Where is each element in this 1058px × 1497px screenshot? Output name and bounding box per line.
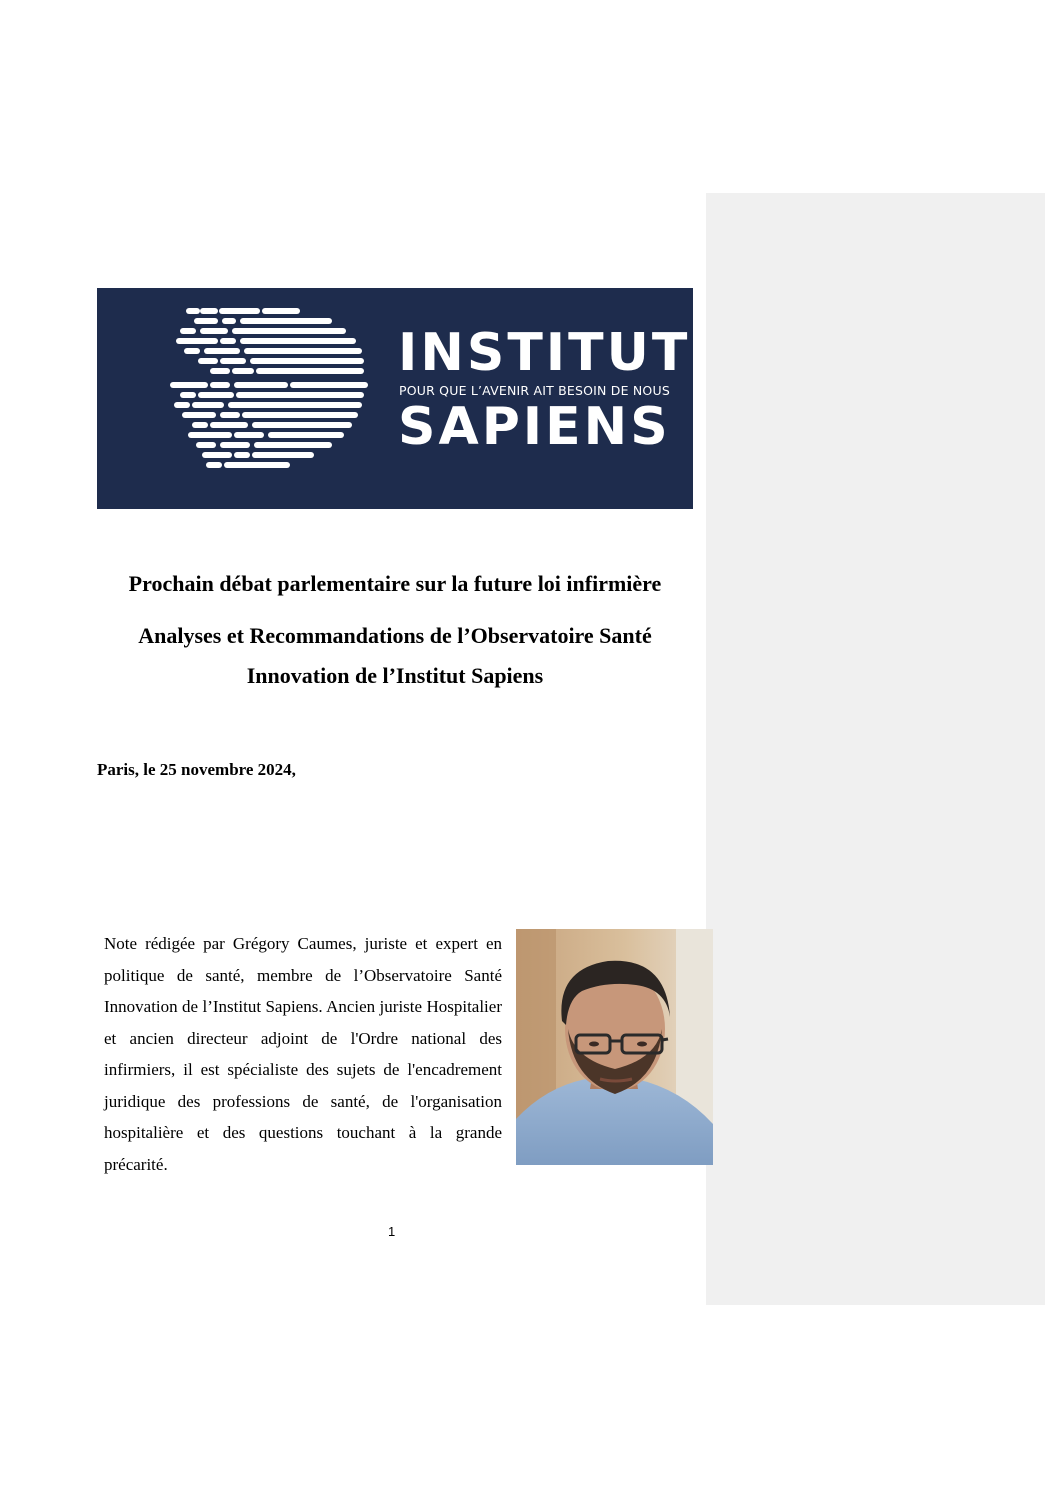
page-number: 1 xyxy=(388,1224,396,1239)
comment-margin-pane xyxy=(706,193,1045,1305)
brand-word-institut: INSTITUT xyxy=(398,323,691,383)
author-portrait-icon xyxy=(516,929,713,1165)
date-line: Paris, le 25 novembre 2024, xyxy=(97,760,296,779)
brand-word-sapiens: SAPIENS xyxy=(398,397,671,457)
document-title-line2: Analyses et Recommandations de l’Observatoire Santé xyxy=(138,623,652,648)
document-title-line3: Innovation de l’Institut Sapiens xyxy=(246,663,544,688)
document-title-line1: Prochain débat parlementaire sur la future loi infirmière xyxy=(128,571,662,596)
brand-text xyxy=(398,323,691,457)
author-bio: Note rédigée par Grégory Caumes, juriste et expert en politique de santé, membre de l’Observatoire Santé Innovation de l’Institut Sapiens. Ancien juriste Hospitalier et ancien directeur adjoint de l'Ordre national des infirmiers, il est spécialiste des sujets de l'encadrement juridique des professions de santé, de l'organisation hospitalière et des questions touchant à la grande précarité. xyxy=(104,934,502,1174)
brand-tagline: POUR QUE L’AVENIR AIT BESOIN DE NOUS xyxy=(399,383,670,398)
